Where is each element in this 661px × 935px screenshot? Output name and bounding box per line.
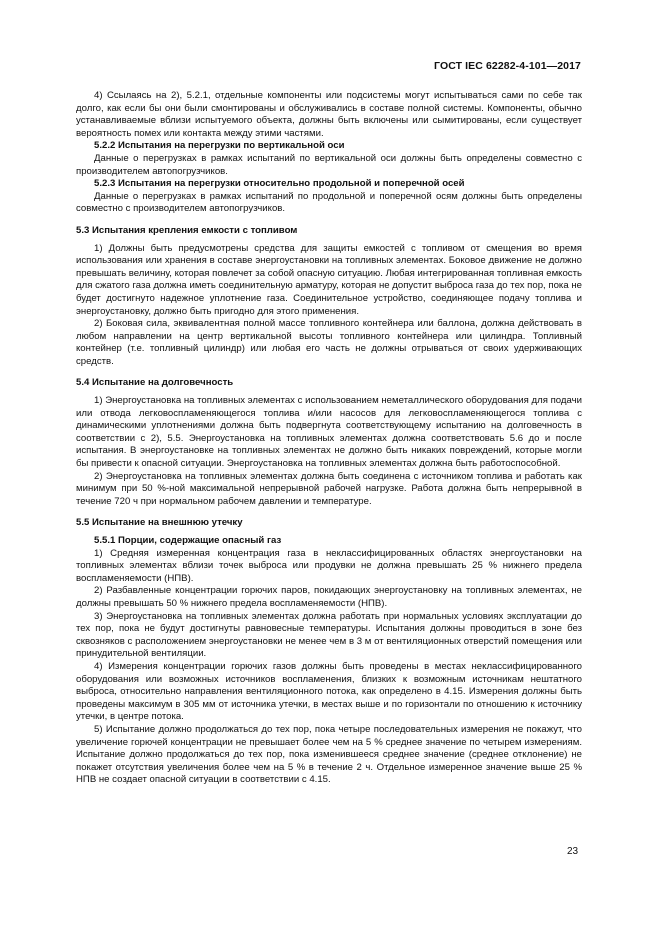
heading-5-5: 5.5 Испытание на внешнюю утечку bbox=[76, 517, 243, 529]
paragraph-5-5-1-item-4: 4) Измерения концентрации горючих газов должны быть проведены в местах неклассифицированного оборудования или возможных источников воспламенения, близких к возможным источникам нештатного выброса, относительно направления вентиляционного потока, как определено в 4.15. Измерения должны быть проведены максимум в 305 мм от источника утечки, в местах выше и по горизонтали по отношению к источнику утечки, в центре потока. bbox=[76, 660, 582, 723]
paragraph-5-4-item-2: 2) Энергоустановка на топливных элементах должна быть соединена с источником топлива и работать как минимум при 50 %-ной максимальной непрерывной рабочей нагрузке. Работа должна быть непрерывной в течение 720 ч при нормальном рабочем давлении и температуре. bbox=[76, 470, 582, 507]
heading-5-3: 5.3 Испытания крепления емкости с топливом bbox=[76, 224, 298, 236]
paragraph-item-4: 4) Ссылаясь на 2), 5.2.1, отдельные компоненты или подсистемы могут испытываться сами по себе так долго, как если бы они были смонтированы и обслуживались в составе полной системы. Компоненты, обычно устанавливаемые вблизи испытуемого объекта, должны быть включены или сымитированы, если существует вероятность помех или контакта между этими частями. bbox=[76, 90, 582, 139]
page-number: 23 bbox=[567, 846, 579, 857]
paragraph-5-3-item-1: 1) Должны быть предусмотрены средства для защиты емкостей с топливом от смещения во время использования или хранения в составе энергоустановки на топливных элементах. Боковое движение не должно превышать величину, которая повлечет за собой опасную ситуацию. Любая интегрированная топливная емкость для сжатого газа должна иметь соединительную арматуру, которая не допустит выброса газа до тех пор, пока не будет достигнуто надежное уплотнение газа. Соединительное устройство, соединяющее подачу топлива и энергоустановку, должно быть пригодно для этого применения. bbox=[76, 242, 582, 317]
paragraph-5-3-item-2: 2) Боковая сила, эквивалентная полной массе топливного контейнера или баллона, должна действовать в любом направлении на центр вертикальной высоты топливного контейнера или цилиндра. Топливный контейнер (т.е. топливный цилиндр) или любая его часть не должны отрываться от своих удерживающих средств. bbox=[76, 318, 582, 367]
paragraph-5-5-1-item-5: 5) Испытание должно продолжаться до тех пор, пока четыре последовательных измерения не покажут, что увеличение горючей концентрации не превышает более чем на 5 % среднее значение по четырем измерениям. Испытание должно продолжаться до тех пор, пока изменившееся среднее значение (среднее отклонение) не покажет отсутствия увеличения более чем на 5 % в течение 2 ч. Отдельное измеренное значение выше 25 % НПВ не создает опасной ситуации в соответствии с 4.15. bbox=[76, 723, 582, 786]
paragraph-5-5-1-item-3: 3) Энергоустановка на топливных элементах должна работать при нормальных условиях эксплуатации до тех пор, пока не будут достигнуты равновесные температуры. Испытания должны проводиться в зоне без сквозняков с расположением энергоустановки не менее чем в 3 м от вентиляционных отверстий помещения или принудительной вентиляции. bbox=[76, 610, 582, 660]
paragraph-vertical-axis: Данные о перегрузках в рамках испытаний по вертикальной оси должны быть определены совместно с производителем автопогрузчиков. bbox=[76, 152, 582, 177]
paragraph-5-5-1-item-1: 1) Средняя измеренная концентрация газа в неклассифицированных областях энергоустановки на топливных элементах вблизи точек выброса или продувки не должна превышать 25 % нижнего предела воспламеняемости (НПВ). bbox=[76, 547, 582, 584]
heading-5-5-1: 5.5.1 Порции, содержащие опасный газ bbox=[94, 535, 282, 546]
heading-5-2-3: 5.2.3 Испытания на перегрузки относительно продольной и поперечной осей bbox=[94, 178, 465, 190]
paragraph-5-5-1-item-2: 2) Разбавленные концентрации горючих паров, покидающих энергоустановку на топливных элементах, не должны превышать 50 % нижнего предела воспламеняемости (НПВ). bbox=[76, 585, 582, 609]
paragraph-longitudinal-axes: Данные о перегрузках в рамках испытаний по продольной и поперечной осям должны быть определены совместно с производителем автопогрузчиков. bbox=[76, 190, 582, 215]
heading-5-4: 5.4 Испытание на долговечность bbox=[76, 377, 234, 389]
standard-header: ГОСТ IEC 62282-4-101—2017 bbox=[434, 60, 581, 72]
paragraph-5-4-item-1: 1) Энергоустановка на топливных элементах с использованием неметаллического оборудования для подачи или отвода легковоспламеняющегося топлива и/или насосов для легковоспламеняющегося топлива с динамическими уплотнениями должна быть подвергнута соответствующему испытанию на долговечность в соответствии с 2), 5.5. Энергоустановка на топливных элементах должна соответствовать 5.6 до и после испытания. В энергоустановке на топливных элементах не должно быть никаких повреждений, которые могли бы привести к опасной ситуации. Энергоустановка на топливных элементах должна быть работоспособной. bbox=[76, 395, 582, 470]
heading-5-2-2: 5.2.2 Испытания на перегрузки по вертикальной оси bbox=[94, 140, 345, 152]
document-body bbox=[76, 90, 582, 787]
